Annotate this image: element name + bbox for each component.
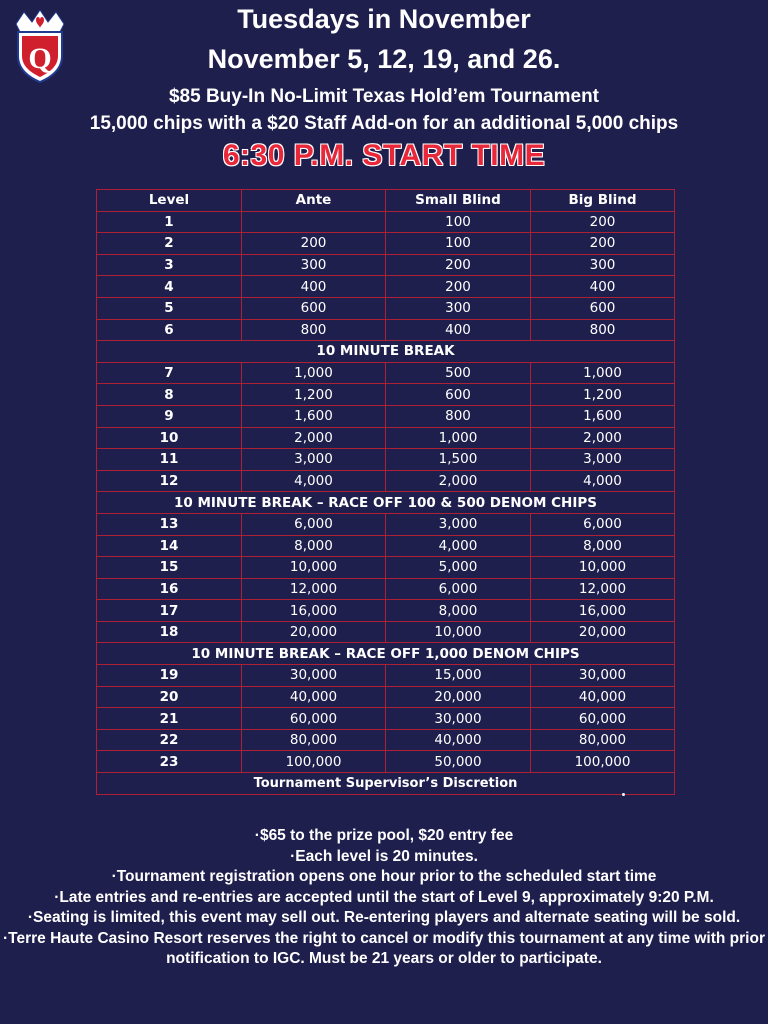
cell-big-blind: 2,000 <box>531 427 675 449</box>
note-registration: ·Tournament registration opens one hour prior to the scheduled start time <box>111 868 657 885</box>
buy-in-info: $85 Buy-In No-Limit Texas Hold’em Tournament <box>168 86 600 107</box>
table-row <box>97 751 675 773</box>
table-row <box>97 362 675 384</box>
cell-small-blind: 1,500 <box>386 449 531 471</box>
table-row <box>97 233 675 255</box>
cell-big-blind: 1,600 <box>531 405 675 427</box>
cell-small-blind: 2,000 <box>386 470 531 492</box>
cell-level: 16 <box>97 578 242 600</box>
cell-level: 15 <box>97 557 242 579</box>
header-big-blind: Big Blind <box>531 190 675 212</box>
header-ante: Ante <box>242 190 386 212</box>
cell-small-blind: 100 <box>386 211 531 233</box>
cell-small-blind: 200 <box>386 276 531 298</box>
cell-ante: 4,000 <box>242 470 386 492</box>
cell-small-blind: 50,000 <box>386 751 531 773</box>
break-label: 10 MINUTE BREAK – RACE OFF 100 & 500 DENOM CHIPS <box>97 492 675 514</box>
table-row <box>97 513 675 535</box>
start-time: 6:30 P.M. START TIME <box>222 139 546 172</box>
cell-level: 4 <box>97 276 242 298</box>
cell-level: 11 <box>97 449 242 471</box>
chips-info: 15,000 chips with a $20 Staff Add-on for an additional 5,000 chips <box>89 113 679 134</box>
cell-level: 17 <box>97 600 242 622</box>
cell-big-blind: 30,000 <box>531 665 675 687</box>
cell-big-blind: 12,000 <box>531 578 675 600</box>
cell-level: 12 <box>97 470 242 492</box>
cell-level: 7 <box>97 362 242 384</box>
table-row <box>97 319 675 341</box>
cell-small-blind: 200 <box>386 254 531 276</box>
stray-dot <box>622 793 625 796</box>
cell-big-blind: 300 <box>531 254 675 276</box>
cell-level: 22 <box>97 729 242 751</box>
tournament-dates: November 5, 12, 19, and 26. <box>207 44 561 74</box>
cell-small-blind: 3,000 <box>386 513 531 535</box>
cell-level: 14 <box>97 535 242 557</box>
cell-level: 19 <box>97 665 242 687</box>
cell-big-blind: 200 <box>531 233 675 255</box>
cell-ante: 10,000 <box>242 557 386 579</box>
cell-big-blind: 1,200 <box>531 384 675 406</box>
cell-small-blind: 40,000 <box>386 729 531 751</box>
table-row <box>97 470 675 492</box>
page-title: Tuesdays in November <box>237 4 531 34</box>
break-label: 10 MINUTE BREAK <box>97 341 675 363</box>
cell-big-blind: 10,000 <box>531 557 675 579</box>
break-label: 10 MINUTE BREAK – RACE OFF 1,000 DENOM CHIPS <box>97 643 675 665</box>
table-row <box>97 276 675 298</box>
cell-small-blind: 10,000 <box>386 621 531 643</box>
table-row <box>97 211 675 233</box>
cell-ante: 8,000 <box>242 535 386 557</box>
cell-level: 3 <box>97 254 242 276</box>
cell-big-blind: 8,000 <box>531 535 675 557</box>
cell-level: 20 <box>97 686 242 708</box>
cell-ante: 3,000 <box>242 449 386 471</box>
table-row <box>97 621 675 643</box>
table-row <box>97 297 675 319</box>
cell-ante: 20,000 <box>242 621 386 643</box>
supervisor-discretion: Tournament Supervisor’s Discretion <box>97 773 675 795</box>
cell-big-blind: 100,000 <box>531 751 675 773</box>
break-row <box>97 341 675 363</box>
cell-ante: 100,000 <box>242 751 386 773</box>
cell-level: 10 <box>97 427 242 449</box>
cell-level: 23 <box>97 751 242 773</box>
cell-ante: 1,000 <box>242 362 386 384</box>
break-row <box>97 643 675 665</box>
table-row <box>97 384 675 406</box>
cell-big-blind: 60,000 <box>531 708 675 730</box>
cell-big-blind: 16,000 <box>531 600 675 622</box>
cell-ante <box>242 211 386 233</box>
supervisor-discretion-row <box>97 773 675 795</box>
cell-big-blind: 3,000 <box>531 449 675 471</box>
table-row <box>97 557 675 579</box>
cell-big-blind: 800 <box>531 319 675 341</box>
cell-ante: 300 <box>242 254 386 276</box>
cell-small-blind: 300 <box>386 297 531 319</box>
cell-big-blind: 6,000 <box>531 513 675 535</box>
note-seating: ·Seating is limited, this event may sell out. Re-entering players and alternate seating will be sold. <box>27 909 741 926</box>
cell-ante: 600 <box>242 297 386 319</box>
cell-ante: 30,000 <box>242 665 386 687</box>
cell-ante: 1,600 <box>242 405 386 427</box>
break-row <box>97 492 675 514</box>
table-row <box>97 254 675 276</box>
table-row <box>97 665 675 687</box>
note-prize-pool: ·$65 to the prize pool, $20 entry fee <box>254 827 514 844</box>
cell-small-blind: 1,000 <box>386 427 531 449</box>
cell-ante: 6,000 <box>242 513 386 535</box>
cell-big-blind: 20,000 <box>531 621 675 643</box>
cell-ante: 1,200 <box>242 384 386 406</box>
cell-level: 13 <box>97 513 242 535</box>
cell-ante: 80,000 <box>242 729 386 751</box>
cell-ante: 200 <box>242 233 386 255</box>
header-level: Level <box>97 190 242 212</box>
cell-small-blind: 20,000 <box>386 686 531 708</box>
table-row <box>97 427 675 449</box>
tournament-notes <box>0 826 768 970</box>
cell-level: 2 <box>97 233 242 255</box>
cell-level: 6 <box>97 319 242 341</box>
cell-small-blind: 15,000 <box>386 665 531 687</box>
cell-small-blind: 400 <box>386 319 531 341</box>
table-header-row <box>97 190 675 212</box>
cell-big-blind: 4,000 <box>531 470 675 492</box>
table-body <box>97 211 675 794</box>
cell-level: 9 <box>97 405 242 427</box>
note-level-duration: ·Each level is 20 minutes. <box>290 847 478 865</box>
cell-big-blind: 200 <box>531 211 675 233</box>
header-small-blind: Small Blind <box>386 190 531 212</box>
table-row <box>97 578 675 600</box>
table-row <box>97 405 675 427</box>
table-row <box>97 600 675 622</box>
cell-big-blind: 1,000 <box>531 362 675 384</box>
cell-ante: 60,000 <box>242 708 386 730</box>
cell-small-blind: 4,000 <box>386 535 531 557</box>
note-late-entries: ·Late entries and re-entries are accepted until the start of Level 9, approximately 9:20 P.M. <box>54 888 714 906</box>
cell-small-blind: 600 <box>386 384 531 406</box>
cell-small-blind: 500 <box>386 362 531 384</box>
cell-big-blind: 80,000 <box>531 729 675 751</box>
cell-ante: 16,000 <box>242 600 386 622</box>
cell-level: 8 <box>97 384 242 406</box>
cell-small-blind: 100 <box>386 233 531 255</box>
cell-level: 21 <box>97 708 242 730</box>
note-rights: ·Terre Haute Casino Resort reserves the right to cancel or modify this tournament at any time with prior notification to IGC. Must be 21 years or older to participate. <box>3 929 765 967</box>
blind-structure-table <box>96 189 675 795</box>
cell-big-blind: 600 <box>531 297 675 319</box>
cell-small-blind: 8,000 <box>386 600 531 622</box>
cell-ante: 2,000 <box>242 427 386 449</box>
cell-level: 18 <box>97 621 242 643</box>
cell-ante: 40,000 <box>242 686 386 708</box>
cell-ante: 800 <box>242 319 386 341</box>
cell-big-blind: 40,000 <box>531 686 675 708</box>
cell-level: 1 <box>97 211 242 233</box>
cell-ante: 400 <box>242 276 386 298</box>
table-row <box>97 535 675 557</box>
cell-small-blind: 5,000 <box>386 557 531 579</box>
logo-letter: Q <box>28 42 52 75</box>
table-row <box>97 708 675 730</box>
table-row <box>97 686 675 708</box>
cell-ante: 12,000 <box>242 578 386 600</box>
cell-small-blind: 30,000 <box>386 708 531 730</box>
table-row <box>97 449 675 471</box>
cell-small-blind: 6,000 <box>386 578 531 600</box>
cell-small-blind: 800 <box>386 405 531 427</box>
table-row <box>97 729 675 751</box>
cell-level: 5 <box>97 297 242 319</box>
cell-big-blind: 400 <box>531 276 675 298</box>
